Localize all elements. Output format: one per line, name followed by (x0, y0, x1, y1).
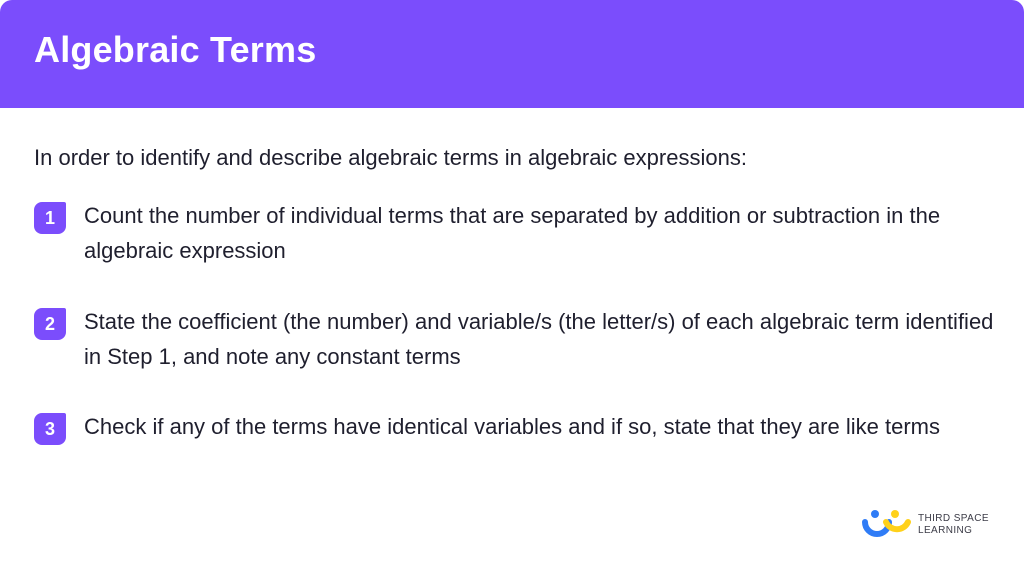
third-space-learning-logo (862, 508, 994, 542)
logo-text (918, 513, 989, 537)
step-3-badge: 3 (34, 413, 66, 445)
step-1-text: Count the number of individual terms that are separated by addition or subtraction in the algebraic expression (84, 203, 941, 263)
step-2-text: State the coefficient (the number) and variable/s (the letter/s) of each algebraic term identified in Step 1, and note any constant terms (84, 309, 994, 369)
logo-text-line2: LEARNING (918, 525, 973, 536)
logo-dot-blue (871, 510, 879, 518)
intro-text: In order to identify and describe algebraic terms in algebraic expressions: (34, 145, 747, 170)
page-title: Algebraic Terms (34, 29, 317, 70)
logo-text-line1: THIRD SPACE (918, 513, 989, 524)
logo-arc-yellow (886, 522, 908, 529)
header-bar (0, 0, 1024, 108)
step-2-badge: 2 (34, 308, 66, 340)
logo-mark-icon (862, 508, 912, 540)
step-3-text: Check if any of the terms have identical variables and if so, state that they are like terms (84, 414, 940, 439)
logo-dot-yellow (891, 510, 899, 518)
step-1-badge: 1 (34, 202, 66, 234)
